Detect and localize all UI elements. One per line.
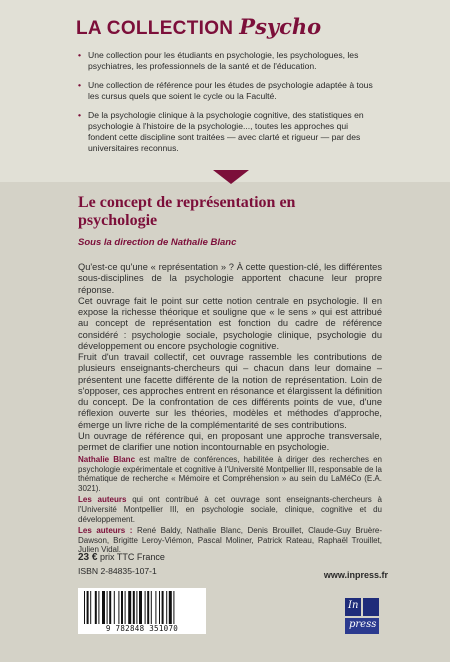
price-note: prix TTC France	[99, 552, 165, 562]
contributors-note	[78, 495, 382, 524]
book-description	[78, 262, 382, 453]
author-bio	[78, 455, 382, 493]
description-paragraph: Fruit d'un travail collectif, cet ouvrage rassemble les contributions de plusieurs enseignants-chercheurs qui – chacun dans leur domaine – présentent une facette différente de la notion de représentation. Loin de s'opposer, ces approches entrent en résonance et élargissent la définition du concept. De la confrontation de ces différents points de vue, d'une réflexion ouverte sur les théories, modèles et méthodes d'approche, émerge un livre riche de la complémentarité de ses contributions.	[78, 352, 382, 430]
isbn: ISBN 2-84835-107-1	[78, 566, 157, 576]
description-paragraph: Qu'est-ce qu'une « représentation » ? À cette question-clé, les différentes sous-disciplines de la psychologie apportent chacune leur propre réponse.	[78, 262, 382, 295]
collection-label: LA COLLECTION	[76, 18, 234, 39]
bullet-item: • De la psychologie clinique à la psychologie cognitive, des statistiques en psychologie à l'histoire de la psychologie..., toutes les approches qui fondent cette discipline sont traitées — avec clarté et rigueur — par des universitaires reconnus.	[78, 110, 378, 154]
author-bio-text: est maître de conférences, habilitée à diriger des recherches en psychologie expérimentale et cognitive à l'Université Montpellier III, responsable de la thématique de recherche « Mémoire et Compréhension » au sein du LaMéCo (E.A. 3021).	[78, 455, 382, 493]
bullet-item: • Une collection pour les étudiants en psychologie, les psychologues, les psychiatres, les professionnels de la santé et de l'éducation.	[78, 50, 378, 72]
author-name: Nathalie Blanc	[78, 455, 136, 464]
logo-text-in: In	[348, 600, 359, 611]
barcode-digits: 9 782848 351070	[105, 624, 179, 633]
book-editor: Sous la direction de Nathalie Blanc	[78, 237, 237, 248]
price	[78, 552, 165, 563]
description-paragraph: Cet ouvrage fait le point sur cette notion centrale en psychologie. Il en expose la richesse théorique et souligne que « le sens » qui est attribué au concept de représentation est fonction du cadre de référence considéré : psychologie sociale, psychologie clinique, psychologie du développement ou encore psychologie cognitive.	[78, 295, 382, 351]
contributors-note-text: qui ont contribué à cet ouvrage sont enseignants-chercheurs à l'Université Montpellier III, en psychologie sociale, clinique, cognitive et du développement.	[78, 495, 382, 524]
publisher-website[interactable]: www.inpress.fr	[323, 570, 388, 580]
contributors-list-label: Les auteurs :	[78, 526, 133, 536]
publisher-logo	[345, 598, 379, 634]
logo-text-press: press	[349, 619, 377, 630]
bullet-item: • Une collection de référence pour les études de psychologie adaptée à tous les cursus quels que soient le cycle ou la Faculté.	[78, 80, 378, 102]
barcode	[78, 588, 206, 634]
collection-bullets	[78, 50, 378, 162]
collection-brand: Psycho	[239, 14, 322, 39]
author-info	[78, 455, 382, 557]
barcode-bars-icon	[84, 591, 200, 624]
contributors-list-text: René Baldy, Nathalie Blanc, Denis Brouillet, Claude-Guy Bruère-Dawson, Brigitte Leroy-Viémon, Pascal Moliner, Patrick Rateau, Raphaël Trouillet, Julien Vidal.	[78, 526, 382, 555]
price-amount: 23 €	[78, 552, 98, 563]
triangle-marker-icon	[213, 170, 249, 184]
description-paragraph: Un ouvrage de référence qui, en proposant une approche transversale, permet de clarifier une notion incontournable en psychologie.	[78, 430, 382, 452]
logo-block	[363, 598, 379, 616]
contributors-list	[78, 526, 382, 555]
collection-header	[76, 14, 321, 42]
book-title: Le concept de représentation en psychologie	[78, 194, 296, 229]
contributors-note-label: Les auteurs	[78, 495, 127, 505]
